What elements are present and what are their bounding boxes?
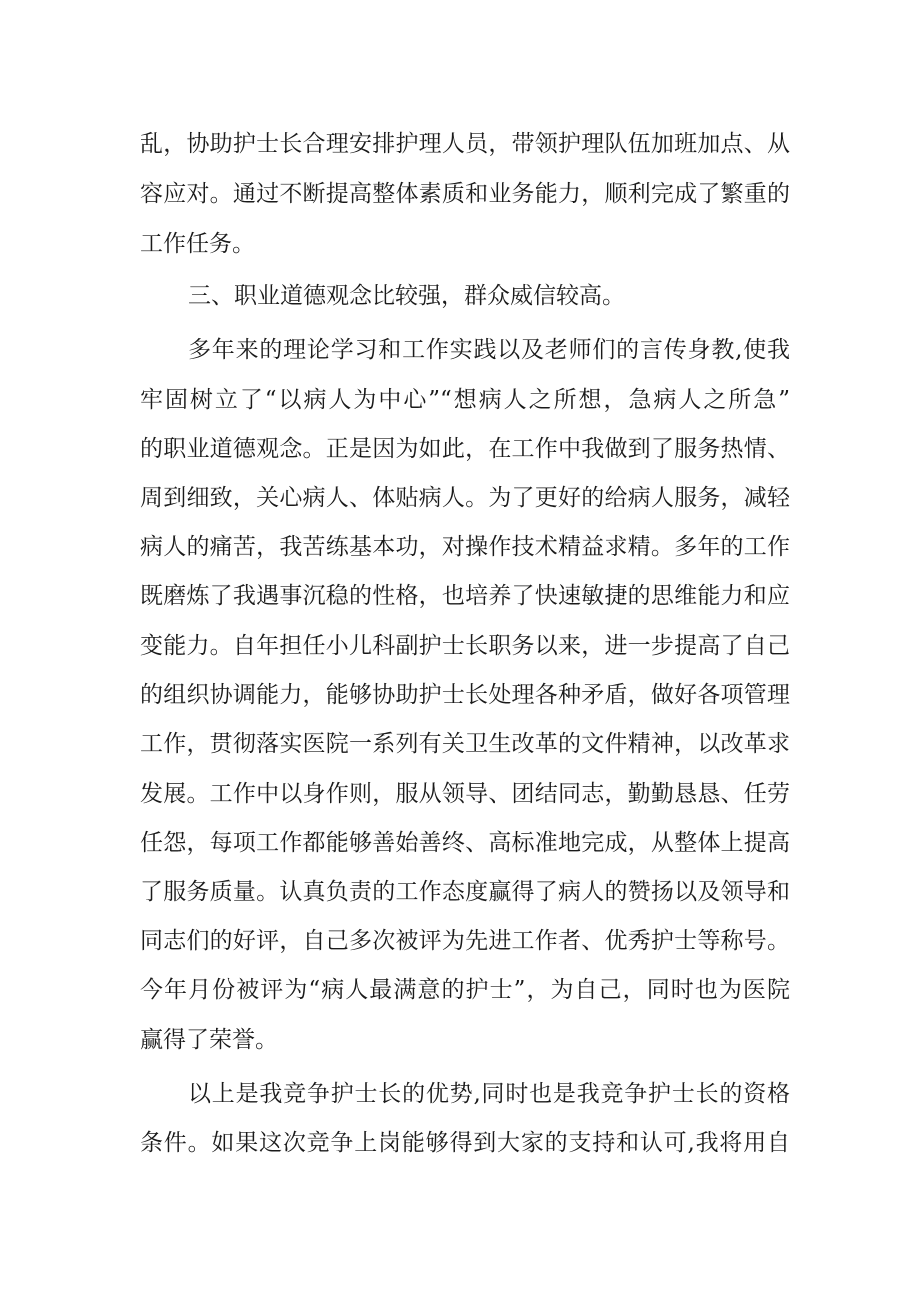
text-line: 乱，协助护士长合理安排护理人员，带领护理队伍加班加点、从	[140, 131, 790, 157]
text-line: 容应对。通过不断提高整体素质和业务能力，顺利完成了繁重的	[140, 181, 790, 207]
text-line: 条件。如果这次竞争上岗能够得到大家的支持和认可,我将用自	[140, 1130, 790, 1156]
text-line: 牢固树立了“以病人为中心”“想病人之所想，急病人之所急”	[140, 387, 790, 413]
text-line: 的职业道德观念。正是因为如此，在工作中我做到了服务热情、	[140, 436, 790, 462]
text-line: 工作任务。	[140, 231, 255, 257]
text-line: 病人的痛苦，我苦练基本功，对操作技术精益求精。多年的工作	[140, 534, 790, 560]
text-line: 赢得了荣誉。	[140, 1027, 278, 1053]
text-line: 的组织协调能力，能够协助护士长处理各种矛盾，做好各项管理	[140, 682, 790, 708]
text-line: 了服务质量。认真负责的工作态度赢得了病人的赞扬以及领导和	[140, 879, 790, 905]
text-line: 任怨，每项工作都能够善始善终、高标准地完成，从整体上提高	[140, 830, 790, 856]
text-line: 变能力。自年担任小儿科副护士长职务以来，进一步提高了自己	[140, 633, 790, 659]
section-heading: 三、职业道德观念比较强，群众威信较高。	[188, 283, 625, 309]
text-line: 多年来的理论学习和工作实践以及老师们的言传身教,使我	[188, 337, 790, 363]
text-line: 周到细致，关心病人、体贴病人。为了更好的给病人服务，减轻	[140, 485, 790, 511]
text-line: 今年月份被评为“病人最满意的护士”，为自己，同时也为医院	[140, 977, 790, 1003]
text-line: 以上是我竞争护士长的优势,同时也是我竞争护士长的资格	[188, 1081, 790, 1107]
text-line: 既磨炼了我遇事沉稳的性格，也培养了快速敏捷的思维能力和应	[140, 583, 790, 609]
text-line: 同志们的好评，自己多次被评为先进工作者、优秀护士等称号。	[140, 928, 790, 954]
text-line: 工作，贯彻落实医院一系列有关卫生改革的文件精神，以改革求	[140, 731, 790, 757]
text-line: 发展。工作中以身作则，服从领导、团结同志，勤勤恳恳、任劳	[140, 781, 790, 807]
